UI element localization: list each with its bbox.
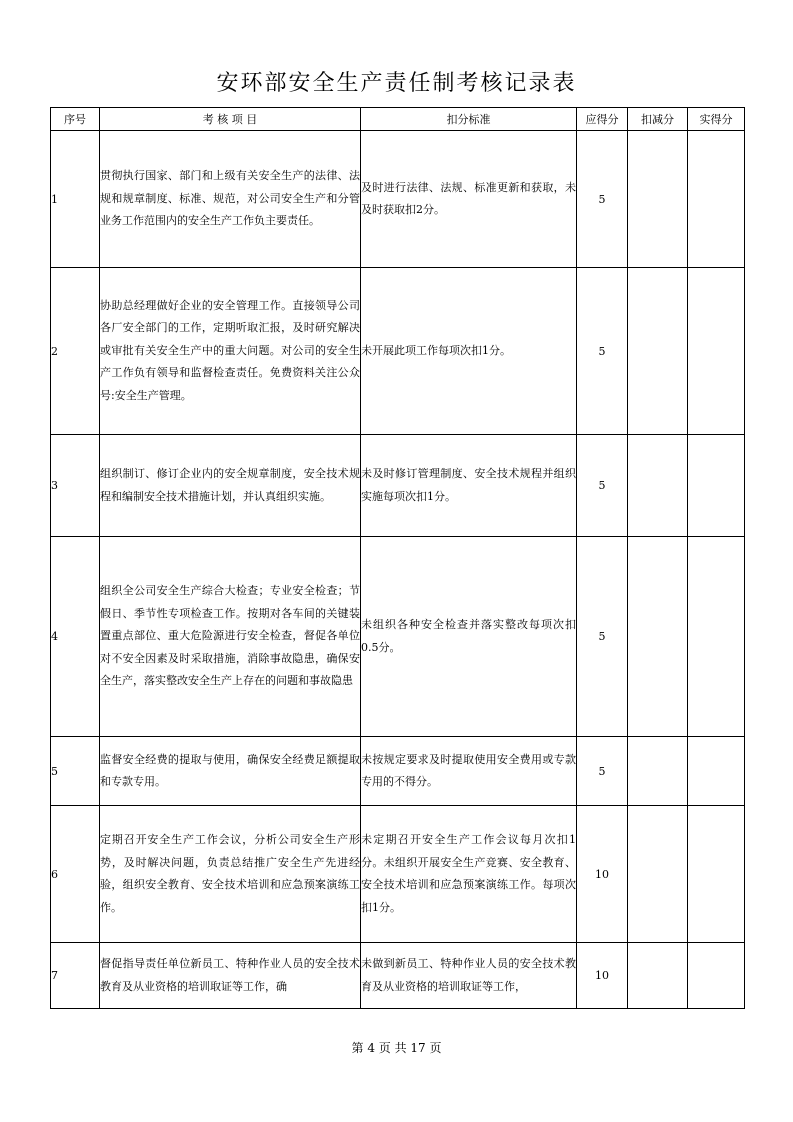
row-actual <box>688 435 745 537</box>
row-seq: 5 <box>51 737 100 806</box>
row-deduct <box>628 131 688 268</box>
header-deduct: 扣减分 <box>628 108 688 131</box>
row-item: 组织制订、修订企业内的安全规章制度，安全技术规程和编制安全技术措施计划，并认真组织实施。 <box>100 435 361 537</box>
row-actual <box>688 943 745 1009</box>
row-seq: 3 <box>51 435 100 537</box>
table-header-row <box>51 108 745 131</box>
row-criteria: 未做到新员工、特种作业人员的安全技术教育及从业资格的培训取证等工作， <box>361 943 577 1009</box>
row-deduct <box>628 806 688 943</box>
header-criteria: 扣分标准 <box>361 108 577 131</box>
table-row <box>51 435 745 537</box>
table-row <box>51 131 745 268</box>
row-due: 5 <box>577 268 628 435</box>
row-due: 5 <box>577 435 628 537</box>
row-seq: 4 <box>51 537 100 737</box>
row-criteria: 及时进行法律、法规、标准更新和获取，未及时获取扣2分。 <box>361 131 577 268</box>
row-due: 10 <box>577 943 628 1009</box>
row-due: 5 <box>577 131 628 268</box>
header-actual: 实得分 <box>688 108 745 131</box>
row-criteria: 未开展此项工作每项次扣1分。 <box>361 268 577 435</box>
row-item: 督促指导责任单位新员工、特种作业人员的安全技术教育及从业资格的培训取证等工作，确 <box>100 943 361 1009</box>
header-due: 应得分 <box>577 108 628 131</box>
row-criteria: 未及时修订管理制度、安全技术规程并组织实施每项次扣1分。 <box>361 435 577 537</box>
row-actual <box>688 537 745 737</box>
row-deduct <box>628 537 688 737</box>
row-deduct <box>628 435 688 537</box>
table-row <box>51 806 745 943</box>
row-due: 10 <box>577 806 628 943</box>
row-seq: 1 <box>51 131 100 268</box>
table-row <box>51 737 745 806</box>
row-criteria: 未定期召开安全生产工作会议每月次扣1分。未组织开展安全生产竞赛、安全教育、安全技术培训和应急预案演练工作。每项次扣1分。 <box>361 806 577 943</box>
row-deduct <box>628 943 688 1009</box>
row-actual <box>688 268 745 435</box>
page-number: 第 4 页 共 17 页 <box>351 1041 442 1055</box>
row-criteria: 未按规定要求及时提取使用安全费用或专款专用的不得分。 <box>361 737 577 806</box>
row-item: 贯彻执行国家、部门和上级有关安全生产的法律、法规和规章制度、标准、规范，对公司安全生产和分管业务工作范围内的安全生产工作负主要责任。 <box>100 131 361 268</box>
row-seq: 7 <box>51 943 100 1009</box>
row-actual <box>688 737 745 806</box>
assessment-table <box>50 107 745 1009</box>
row-item: 组织全公司安全生产综合大检查；专业安全检查；节假日、季节性专项检查工作。按期对各车间的关键装置重点部位、重大危险源进行安全检查，督促各单位对不安全因素及时采取措施，消除事故隐患，确保安全生产，落实整改安全生产上存在的问题和事故隐患 <box>100 537 361 737</box>
row-due: 5 <box>577 537 628 737</box>
row-item: 监督安全经费的提取与使用，确保安全经费足额提取和专款专用。 <box>100 737 361 806</box>
row-actual <box>688 806 745 943</box>
page-title: 安环部安全生产责任制考核记录表 <box>216 71 577 96</box>
row-seq: 6 <box>51 806 100 943</box>
header-item: 考 核 项 目 <box>100 108 361 131</box>
table-row <box>51 943 745 1009</box>
table-row <box>51 268 745 435</box>
row-item: 协助总经理做好企业的安全管理工作。直接领导公司各厂安全部门的工作，定期听取汇报，及时研究解决或审批有关安全生产中的重大问题。对公司的安全生产工作负有领导和监督检查责任。免费资料关注公众号:安全生产管理。 <box>100 268 361 435</box>
row-deduct <box>628 268 688 435</box>
header-seq: 序号 <box>51 108 100 131</box>
row-seq: 2 <box>51 268 100 435</box>
row-item: 定期召开安全生产工作会议，分析公司安全生产形势，及时解决问题，负责总结推广安全生产先进经验，组织安全教育、安全技术培训和应急预案演练工作。 <box>100 806 361 943</box>
table-row <box>51 537 745 737</box>
row-due: 5 <box>577 737 628 806</box>
row-actual <box>688 131 745 268</box>
row-deduct <box>628 737 688 806</box>
row-criteria: 未组织各种安全检查并落实整改每项次扣0.5分。 <box>361 537 577 737</box>
